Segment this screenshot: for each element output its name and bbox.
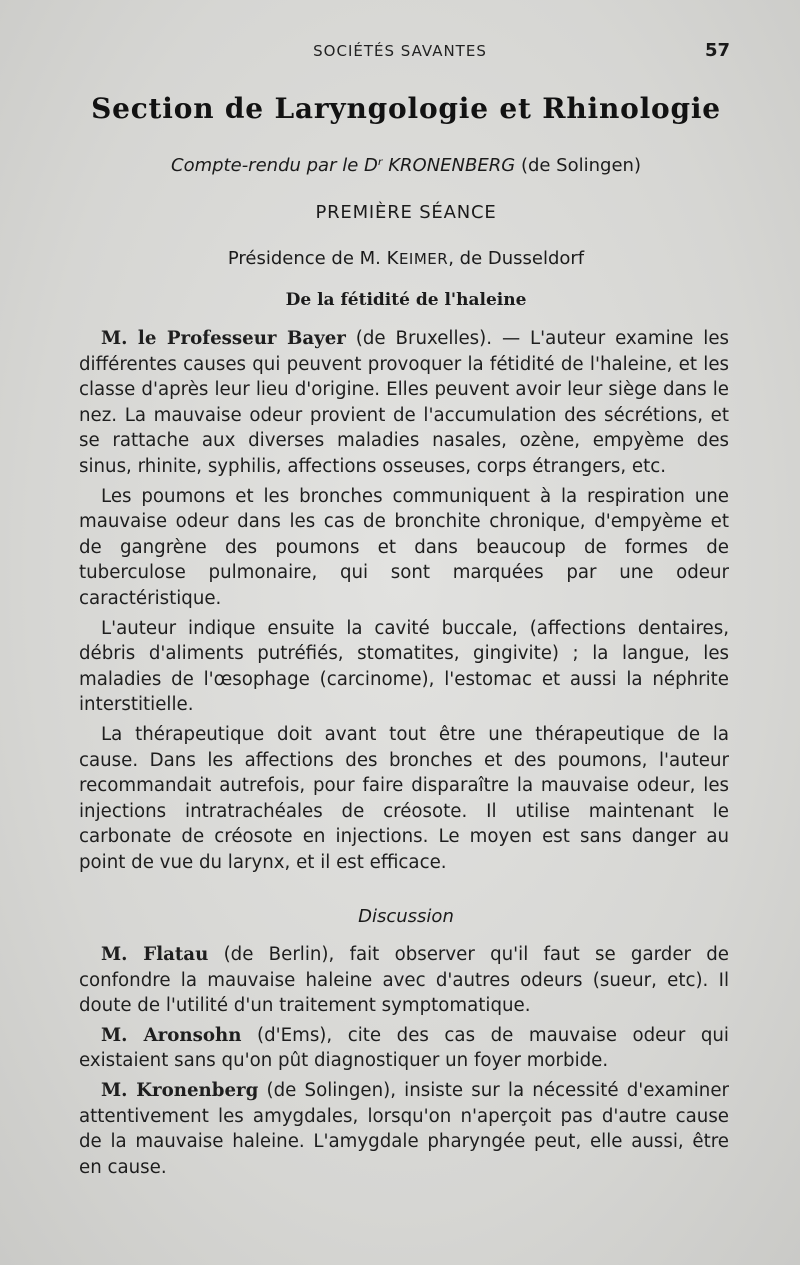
discussion-heading: Discussion: [358, 906, 454, 927]
presidence-line: [76, 248, 736, 269]
communication-body: [79, 326, 729, 875]
paragraph: [79, 616, 729, 718]
speaker-name: M. Flatau: [101, 944, 209, 965]
paragraph-text: La thérapeutique doit avant tout être une thérapeutique de la cause. Dans les affections des bronches et des poumons, l'auteur recommandait autrefois, pour faire disparaître la mauvaise odeur, les injections intratrachéales de créosote. Il utilise maintenant le carbonate de créosote en injections. Le moyen est sans danger au point de vue du larynx, et il est efficace.: [79, 723, 729, 873]
discussion-paragraph: [79, 1023, 729, 1074]
speaker-name: M. Kronenberg: [101, 1079, 259, 1101]
section-title: Section de Laryngologie et Rhinologie: [91, 92, 721, 125]
report-byline: [76, 155, 736, 176]
paragraph-text: (de Berlin), fait observer qu'il faut se garder de confondre la mauvaise haleine avec d'autres odeurs (sueur, etc). Il doute de l'utilité d'un traitement symptomatique.: [79, 944, 729, 1017]
running-title: SOCIÉTÉS SAVANTES: [313, 42, 487, 60]
speaker-name: M. Aronsohn: [101, 1024, 242, 1046]
president-initial: K: [386, 248, 399, 269]
paragraph-text: Les poumons et les bronches communiquent à la respiration une mauvaise odeur dans les cas de bronchite chronique, d'empyème et de gangrène des poumons et dans beaucoup de formes de tuberculose pulmonaire, qui sont marquées par une odeur caractéristique.: [79, 485, 729, 609]
paragraph-text: (de Solingen), insiste sur la nécessité d'examiner attentivement les amygdales, lorsqu'on n'aperçoit pas d'autre cause de la mauvaise haleine. L'amygdale pharyngée peut, elle aussi, être en cause.: [79, 1079, 729, 1178]
discussion-body: [79, 942, 729, 1180]
president-name: KEIMER: [386, 248, 449, 269]
paragraph: [79, 722, 729, 876]
discussion-paragraph: [79, 1078, 729, 1180]
seance-heading: PREMIÈRE SÉANCE: [315, 202, 497, 223]
paragraph-text: (de Bruxelles). — L'auteur examine les différentes causes qui peuvent provoquer la fétidité de l'haleine, et les classe d'après leur lieu d'origine. Elles peuvent avoir leur siège dans le nez. La mauvaise odeur provient de l'accumulation des sécrétions, et se rattache aux diverses maladies nasales, ozène, empyème des sinus, rhinite, syphilis, affections osseuses, corps étrangers, etc.: [79, 328, 729, 477]
paragraph: [79, 326, 729, 480]
report-place: (de Solingen): [520, 155, 641, 176]
page-number: 57: [704, 40, 730, 61]
presidence-suffix: , de Dusseldorf: [448, 248, 585, 269]
report-author: Compte-rendu par le Dʳ KRONENBERG: [171, 155, 516, 176]
paragraph-text: (d'Ems), cite des cas de mauvaise odeur qui existaient sans qu'on pût diagnostiquer un foyer morbide.: [79, 1024, 729, 1072]
subject-heading: De la fétidité de l'haleine: [285, 290, 527, 310]
paragraph: [79, 484, 729, 612]
discussion-paragraph: [79, 942, 729, 1019]
speaker-name: M. le Professeur Bayer: [101, 328, 346, 349]
paragraph-text: L'auteur indique ensuite la cavité buccale, (affections dentaires, débris d'aliments putréfiés, stomatites, gingivite) ; la langue, les maladies de l'œsophage (carcinome), l'estomac et aussi la néphrite interstitielle.: [79, 617, 729, 716]
presidence-prefix: Présidence de M.: [227, 248, 381, 269]
